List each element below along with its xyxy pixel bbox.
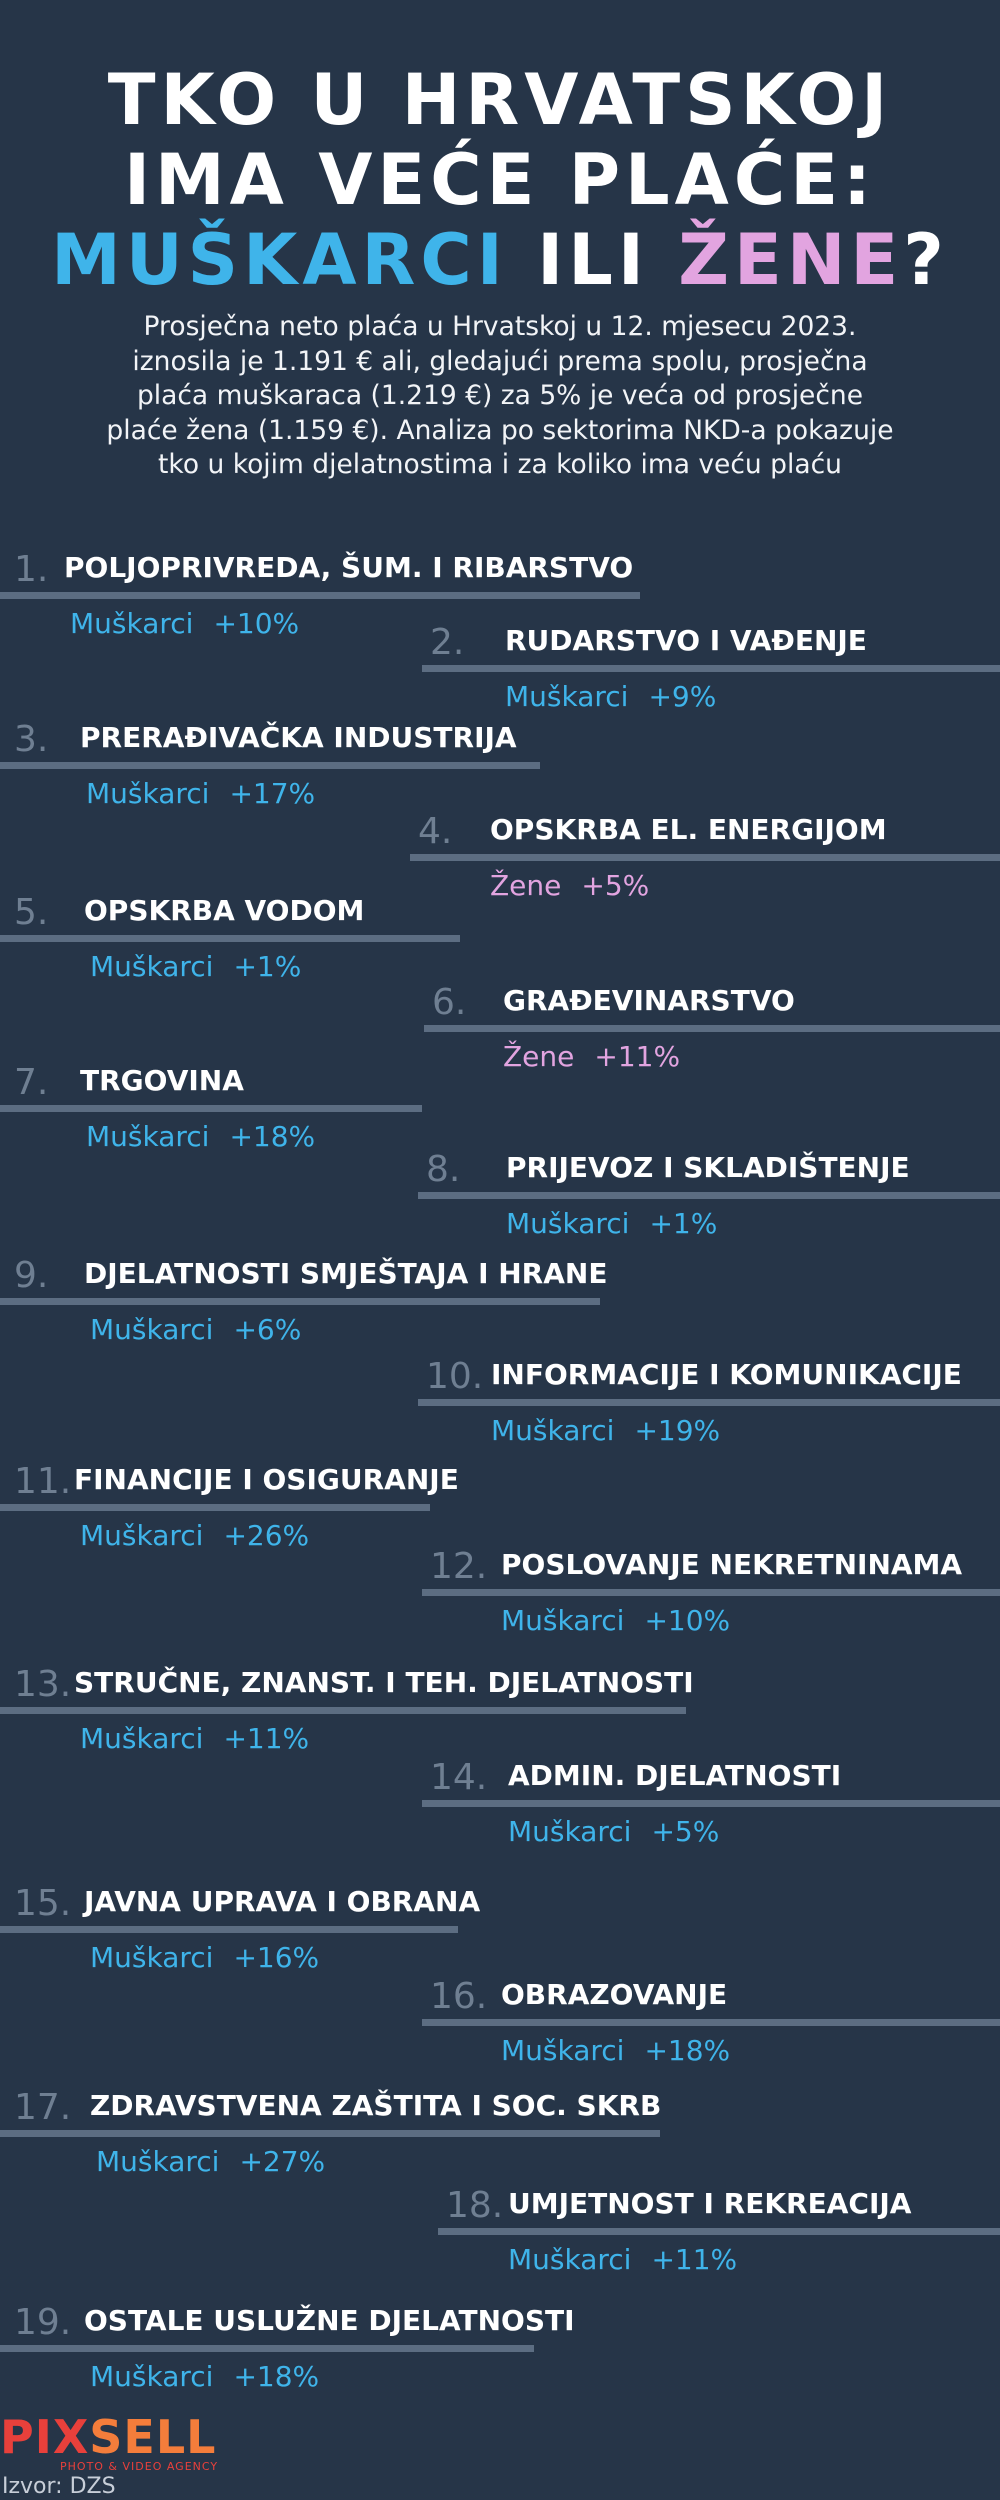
- sector-number: 6.: [432, 982, 467, 1023]
- headline-line-1: TKO U HRVATSKOJ: [107, 59, 893, 141]
- sector-number: 12.: [430, 1546, 488, 1587]
- sector-number: 3.: [14, 719, 49, 760]
- headline-line-3: [0, 220, 1000, 300]
- sector-title: POSLOVANJE NEKRETNINAMA: [501, 1548, 963, 1581]
- source-note: Izvor: DZS: [2, 2474, 116, 2499]
- sector-underline: [0, 2345, 534, 2352]
- sector-result: [501, 2035, 730, 2067]
- headline-question-mark: ?: [903, 219, 949, 301]
- sector-difference: +11%: [651, 2243, 738, 2276]
- sector-result: [508, 1816, 719, 1848]
- sector-underline: [422, 1589, 1000, 1596]
- sector-title: OSTALE USLUŽNE DJELATNOSTI: [84, 2304, 575, 2337]
- sector-underline: [418, 1192, 1000, 1199]
- sector-difference: +16%: [233, 1941, 320, 1974]
- headline-or: ILI: [507, 219, 679, 301]
- sector-result: [80, 1520, 309, 1552]
- intro-paragraph: Prosječna neto plaća u Hrvatskoj u 12. mjesecu 2023. iznosila je 1.191 € ali, gledajući prema spolu, prosječna plaća muškaraca (1.219 €) za 5% je veća od prosječne plaće žena (1.159 €). Analiza po sektorima NKD-a pokazuje tko u kojim djelatnostima i za koliko ima veću plaću: [106, 311, 894, 480]
- sector-number: 18.: [446, 2185, 504, 2226]
- sector-title: OPSKRBA VODOM: [84, 894, 365, 927]
- sector-difference: +10%: [213, 607, 300, 640]
- headline-line-2: IMA VEĆE PLAĆE:: [123, 139, 877, 221]
- sector-gender: Muškarci: [70, 607, 194, 640]
- sector-title: UMJETNOST I REKREACIJA: [508, 2187, 912, 2220]
- sector-result: [501, 1605, 730, 1637]
- sector-number: 8.: [426, 1149, 461, 1190]
- sector-result: [96, 2146, 325, 2178]
- sector-number: 9.: [14, 1255, 49, 1296]
- sector-number: 5.: [14, 892, 49, 933]
- sector-result: [506, 1208, 717, 1240]
- sector-gender: Muškarci: [90, 1313, 214, 1346]
- headline-men: MUŠKARCI: [51, 219, 508, 301]
- sector-gender: Žene: [490, 869, 562, 902]
- sector-title: INFORMACIJE I KOMUNIKACIJE: [491, 1358, 962, 1391]
- sector-result: [90, 951, 301, 983]
- sector-result: [90, 1942, 319, 1974]
- sector-number: 16.: [430, 1976, 488, 2017]
- sector-gender: Muškarci: [86, 1120, 210, 1153]
- sector-number: 13.: [14, 1664, 72, 1705]
- sector-gender: Muškarci: [506, 1207, 630, 1240]
- sector-gender: Muškarci: [505, 680, 629, 713]
- pixsell-logo: [0, 2412, 216, 2462]
- sector-difference: +1%: [233, 950, 302, 983]
- sector-difference: +5%: [581, 869, 650, 902]
- headline-women: ŽENE: [678, 219, 904, 301]
- sector-underline: [0, 2130, 660, 2137]
- sector-difference: +19%: [634, 1414, 721, 1447]
- sector-underline: [0, 762, 540, 769]
- sector-difference: +6%: [233, 1313, 302, 1346]
- sector-gender: Žene: [503, 1040, 575, 1073]
- sector-result: [508, 2244, 737, 2276]
- sector-result: [86, 778, 315, 810]
- sector-difference: +17%: [229, 777, 316, 810]
- sector-gender: Muškarci: [508, 1815, 632, 1848]
- sector-underline: [422, 1800, 1000, 1807]
- logo-tagline: PHOTO & VIDEO AGENCY: [60, 2460, 219, 2473]
- sector-difference: +11%: [594, 1040, 681, 1073]
- sector-result: [90, 1314, 301, 1346]
- sector-difference: +27%: [239, 2145, 326, 2178]
- sector-gender: Muškarci: [90, 2360, 214, 2393]
- sector-difference: +10%: [644, 1604, 731, 1637]
- sector-title: ZDRAVSTVENA ZAŠTITA I SOC. SKRB: [90, 2089, 662, 2122]
- sector-number: 2.: [430, 622, 465, 663]
- sector-difference: +18%: [233, 2360, 320, 2393]
- sector-title: OPSKRBA EL. ENERGIJOM: [490, 813, 887, 846]
- sector-title: DJELATNOSTI SMJEŠTAJA I HRANE: [84, 1257, 608, 1290]
- sector-underline: [422, 2019, 1000, 2026]
- sector-gender: Muškarci: [86, 777, 210, 810]
- sector-title: FINANCIJE I OSIGURANJE: [74, 1463, 459, 1496]
- sector-difference: +18%: [229, 1120, 316, 1153]
- sector-gender: Muškarci: [90, 950, 214, 983]
- sector-title: TRGOVINA: [80, 1064, 244, 1097]
- sector-number: 15.: [14, 1883, 72, 1924]
- sector-gender: Muškarci: [508, 2243, 632, 2276]
- sector-number: 17.: [14, 2087, 72, 2128]
- sector-result: [80, 1723, 309, 1755]
- sector-number: 7.: [14, 1062, 49, 1103]
- sector-gender: Muškarci: [80, 1722, 204, 1755]
- sector-underline: [410, 854, 1000, 861]
- sector-result: [90, 2361, 319, 2393]
- sector-underline: [0, 1707, 686, 1714]
- sector-gender: Muškarci: [80, 1519, 204, 1552]
- sector-difference: +1%: [649, 1207, 718, 1240]
- sector-difference: +26%: [223, 1519, 310, 1552]
- sector-difference: +11%: [223, 1722, 310, 1755]
- sector-number: 19.: [14, 2302, 72, 2343]
- sector-underline: [0, 1504, 430, 1511]
- sector-result: [70, 608, 299, 640]
- sector-title: GRAĐEVINARSTVO: [503, 984, 795, 1017]
- sector-underline: [0, 1105, 422, 1112]
- sector-gender: Muškarci: [90, 1941, 214, 1974]
- sector-difference: +9%: [648, 680, 717, 713]
- sector-result: [505, 681, 716, 713]
- sector-underline: [418, 1399, 1000, 1406]
- sector-underline: [0, 1926, 458, 1933]
- sector-underline: [0, 935, 460, 942]
- sector-result: [491, 1415, 720, 1447]
- sector-title: ADMIN. DJELATNOSTI: [508, 1759, 842, 1792]
- sector-result: [503, 1041, 680, 1073]
- sector-title: RUDARSTVO I VAĐENJE: [505, 624, 867, 657]
- sector-difference: +5%: [651, 1815, 720, 1848]
- sector-number: 1.: [14, 549, 49, 590]
- sector-gender: Muškarci: [491, 1414, 615, 1447]
- sector-gender: Muškarci: [501, 1604, 625, 1637]
- logo-part-sell: SELL: [89, 2410, 217, 2464]
- sector-underline: [0, 1298, 600, 1305]
- sector-number: 10.: [426, 1356, 484, 1397]
- sector-number: 4.: [418, 811, 453, 852]
- sector-title: STRUČNE, ZNANST. I TEH. DJELATNOSTI: [74, 1666, 694, 1699]
- sector-underline: [438, 2228, 1000, 2235]
- sector-title: JAVNA UPRAVA I OBRANA: [84, 1885, 481, 1918]
- sector-number: 11.: [14, 1461, 72, 1502]
- sector-gender: Muškarci: [96, 2145, 220, 2178]
- sector-underline: [424, 1025, 1000, 1032]
- sector-underline: [422, 665, 1000, 672]
- logo-part-pix: PIX: [0, 2410, 90, 2464]
- sector-result: [490, 870, 649, 902]
- sector-number: 14.: [430, 1757, 488, 1798]
- sector-gender: Muškarci: [501, 2034, 625, 2067]
- sector-title: PRIJEVOZ I SKLADIŠTENJE: [506, 1151, 910, 1184]
- sector-underline: [0, 592, 640, 599]
- sector-difference: +18%: [644, 2034, 731, 2067]
- sector-title: OBRAZOVANJE: [501, 1978, 728, 2011]
- sector-title: PRERAĐIVAČKA INDUSTRIJA: [80, 721, 517, 754]
- sector-result: [86, 1121, 315, 1153]
- sector-title: POLJOPRIVREDA, ŠUM. I RIBARSTVO: [64, 551, 634, 584]
